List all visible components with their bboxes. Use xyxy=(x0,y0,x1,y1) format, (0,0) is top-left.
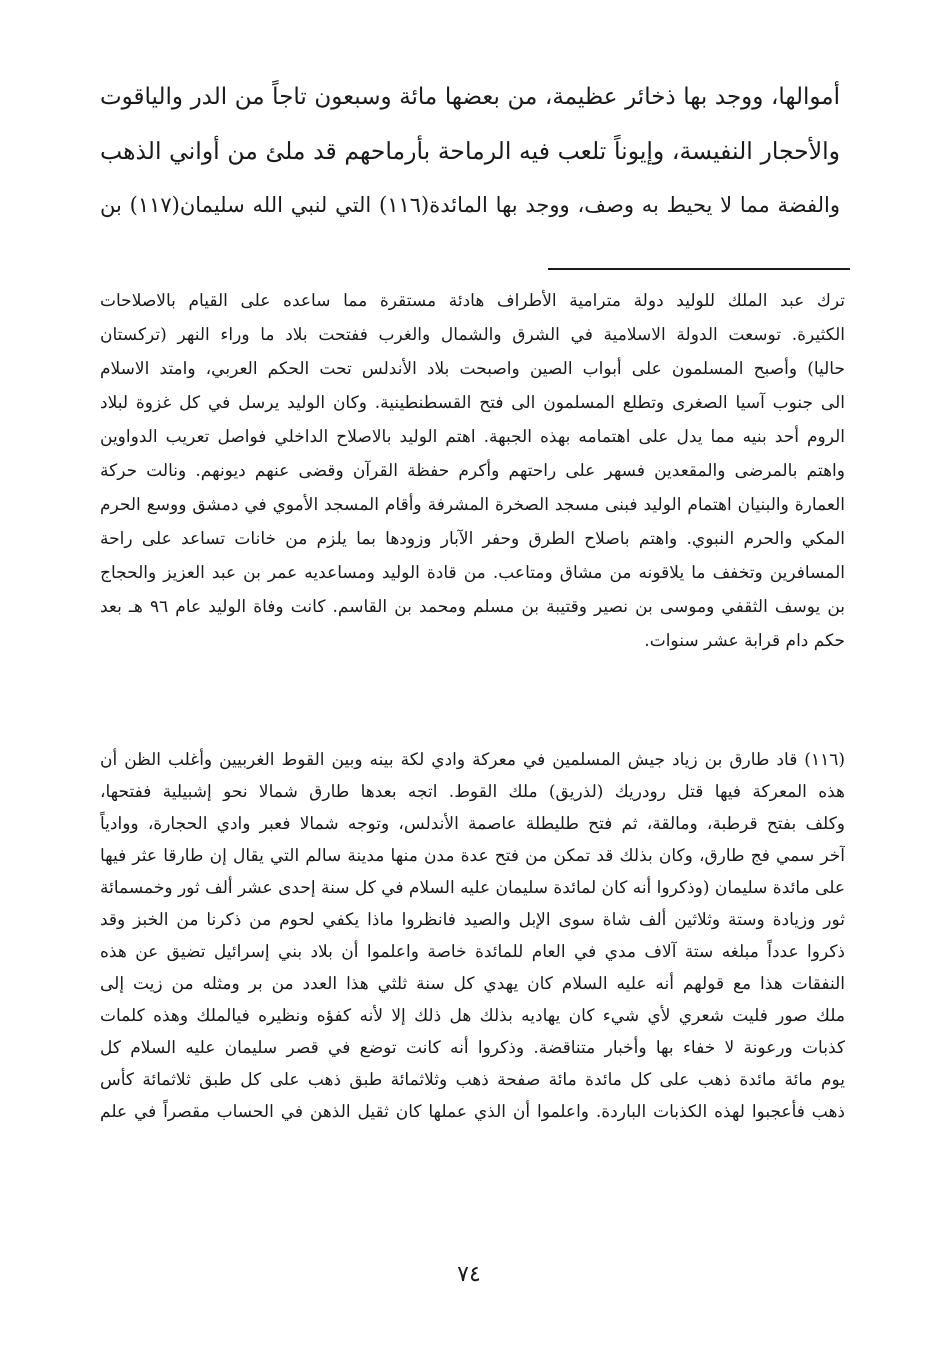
page-number: ٧٤ xyxy=(457,1262,481,1287)
main-text-line: أموالها، ووجد بها ذخائر عظيمة، من بعضها مائة وسبعون تاجاً من الدر والياقوت xyxy=(100,84,840,110)
footnote-line: وكلف بفتح قرطبة، ومالقة، ثم فتح طليطلة عاصمة الأندلس، وتوجه شمالا فعبر وادي الحجارة، ووادياً xyxy=(100,814,845,834)
footnote-line: يوم مائة مائدة ذهب على كل مائدة مائة صفحة ذهب وثلاثمائة طبق ذهب على كل طبق ثلاثمائة كأس xyxy=(100,1070,845,1090)
footnote-line: ثور وزيادة وستة وثلاثين ألف شاة سوى الإبل والصيد فانظروا ماذا يكفي لحوم من ذكرنا من الخبز وقد xyxy=(100,910,845,930)
footnote-line: الكثيرة. توسعت الدولة الاسلامية في الشرق والشمال والغرب ففتحت بلاد ما وراء النهر (تركستان xyxy=(100,325,845,345)
footnote-line: العمارة والبنيان اهتمام الوليد فبنى مسجد الصخرة المشرفة وأقام المسجد الأموي في دمشق ووسع الحرم xyxy=(100,495,845,515)
footnote-line: (١١٦) قاد طارق بن زياد جيش المسلمين في معركة وادي لكة بينه وبين القوط الغربيين وأغلب الظن أن xyxy=(100,750,845,770)
footnote-line: ذكروا عدداً مبلغه ستة آلاف مدي في العام للمائدة خاصة واعلموا أن بلاد بني إسرائيل تضيق عن هذه xyxy=(100,942,845,962)
footnote-line: الى جنوب آسيا الصغرى وتطلع المسلمون الى فتح القسطنطينية. وكان الوليد يرسل في كل غزوة لبلاد xyxy=(100,393,845,413)
footnote-line: حاليا) وأصبح المسلمون على أبواب الصين واصبحت بلاد الأندلس تحت الحكم العربي، وامتد الاسلام xyxy=(100,359,845,379)
footnote-line: واهتم بالمرضى والمقعدين فسهر على راحتهم وأكرم حفظة القرآن وقضى عنهم ديونهم. ونالت حركة xyxy=(100,461,845,481)
main-body-text xyxy=(100,70,840,232)
main-text-line: والفضة مما لا يحيط به وصف، ووجد بها المائدة(١١٦) التي لنبي الله سليمان(١١٧) بن xyxy=(100,193,840,217)
footnote-line: كذبات ورعونة لا خفاء بها وأخبار متناقضة. وذكروا أنه كانت توضع في قصر سليمان عليه السلام كل xyxy=(100,1038,845,1058)
footnote-line: حكم دام قرابة عشر سنوات. xyxy=(644,631,845,651)
footnote-line: المسافرين وتخفف ما يلاقونه من مشاق ومتاعب. من قادة الوليد ومساعديه عمر بن عبد العزيز والحجاج xyxy=(100,563,845,583)
footnote-line: ملك صور فليت شعري لأي شيء كان يهاديه بذلك هل ذلك إلا لأنه كفؤه ونظيره فيالملك وهذه كلمات xyxy=(100,1006,845,1026)
footnote-line: هذه المعركة فيها قتل رودريك (لذريق) ملك القوط. اتجه بعدها طارق شمالا نحو إشبيلية ففتحها، xyxy=(100,782,845,802)
footnote-line: آخر سمي فج طارق، وكان بذلك قد تمكن من فتح عدة مدن منها مدينة سالم التي يقال إن طارقا عثر فيها xyxy=(100,846,845,866)
footnote-116 xyxy=(100,744,845,1128)
footnote-line: بن يوسف الثقفي وموسى بن نصير وقتيبة بن مسلم ومحمد بن القاسم. كانت وفاة الوليد عام ٩٦ هـ بعد xyxy=(100,597,845,617)
footnote-line: على مائدة سليمان (وذكروا أنه كان لمائدة سليمان عليه السلام في كل سنة إحدى عشر ألف ثور وخمسمائة xyxy=(100,878,845,898)
footnote-line: ترك عبد الملك للوليد دولة مترامية الأطراف هادئة مستقرة مما ساعده على القيام بالاصلاحات xyxy=(100,291,845,311)
main-text-line: والأحجار النفيسة، وإيوناً تلعب فيه الرماحة بأرماحهم قد ملئ من أواني الذهب xyxy=(100,137,840,165)
footnote-line: المكي والحرم النبوي. واهتم باصلاح الطرق وحفر الآبار وزودها بما يلزم من خانات تساعد على راحة xyxy=(100,529,845,549)
footnote-separator xyxy=(548,268,850,270)
footnote-line: ذهب فأعجبوا لهذه الكذبات الباردة. واعلموا أن الذي عملها كان ثقيل الذهن في الحساب مقصراً في علم xyxy=(100,1102,845,1122)
footnote-line: الروم أحد بنيه مما يدل على اهتمامه بهذه الجبهة. اهتم الوليد بالاصلاح الداخلي فواصل تعريب الدواوين xyxy=(100,427,845,447)
footnote-line: النفقات هذا مع قولهم أنه عليه السلام كان يهدي كل سنة ثلثي هذا العدد من بر ومثله من زيت إلى xyxy=(100,974,845,994)
footnote-115 xyxy=(100,284,845,658)
